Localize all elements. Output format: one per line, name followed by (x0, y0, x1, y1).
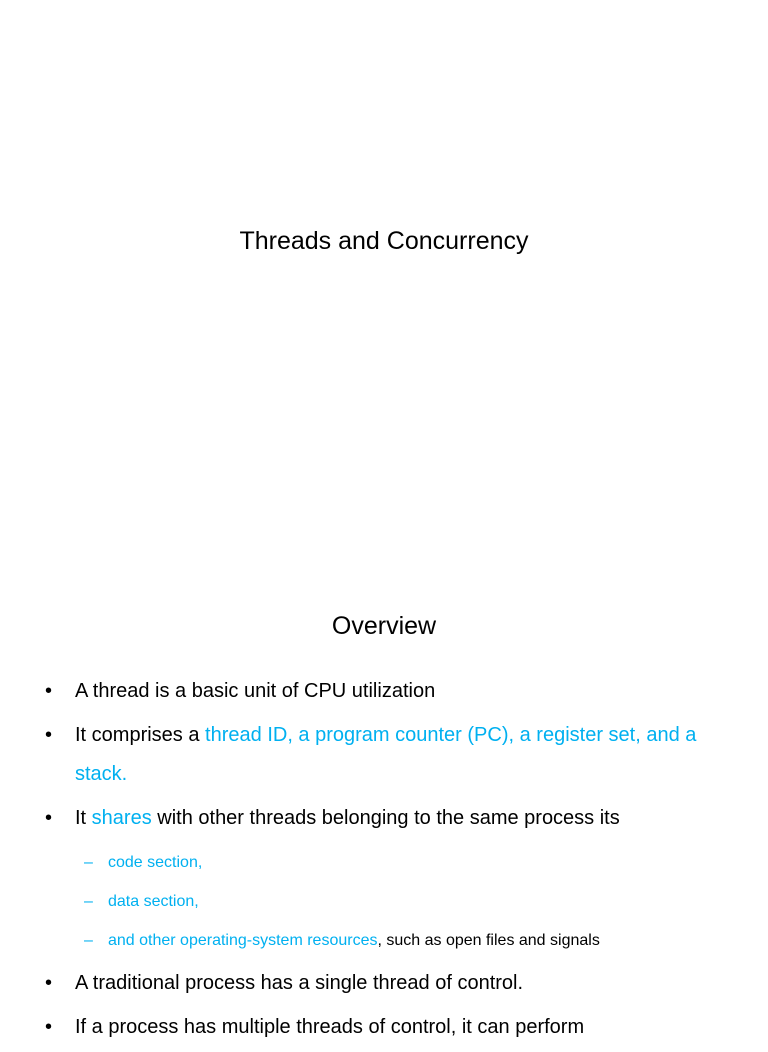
overview-bullet-list (0, 672, 768, 1052)
bullet-dot: • (45, 680, 53, 702)
bullet-dot: • (45, 1016, 53, 1038)
sub-bullet-dash: – (84, 854, 93, 871)
bullet-thread-components (0, 716, 768, 794)
overview-heading: Overview (331, 612, 437, 640)
sub-bullet-os-resources (0, 921, 768, 960)
bullet-highlight: thread ID, a program counter (PC), a register set, and a stack. (75, 724, 697, 785)
sub-bullet-data-section (0, 882, 768, 921)
bullet-text: It comprises a (75, 724, 206, 746)
slide-overview (0, 576, 768, 1038)
sub-bullet-code-section (0, 843, 768, 882)
bullet-traditional-process (0, 964, 768, 1003)
sub-bullet-highlight: and other operating-system resources (108, 932, 378, 949)
bullet-cpu-utilization (0, 672, 768, 711)
slide-title-text: Threads and Concurrency (239, 227, 529, 255)
bullet-text: If a process has multiple threads of control, it can perform (75, 1016, 585, 1038)
sub-bullet-text: data section, (108, 893, 199, 910)
bullet-multiple-threads (0, 1008, 768, 1047)
bullet-text: A thread is a basic unit of CPU utilization (75, 680, 436, 702)
bullet-shares (0, 799, 768, 838)
bullet-text: It (75, 807, 92, 829)
sub-bullet-text: code section, (108, 854, 203, 871)
bullet-highlight: shares (91, 807, 152, 829)
sub-bullet-text: , such as open files and signals (377, 932, 600, 949)
bullet-dot: • (45, 724, 53, 746)
bullet-dot: • (45, 807, 53, 829)
bullet-dot: • (45, 972, 53, 994)
bullet-text: A traditional process has a single thread of control. (75, 972, 524, 994)
sub-bullet-dash: – (84, 932, 93, 949)
sub-bullet-dash: – (84, 893, 93, 910)
bullet-text-continued: with other threads belonging to the same process its (151, 807, 620, 829)
